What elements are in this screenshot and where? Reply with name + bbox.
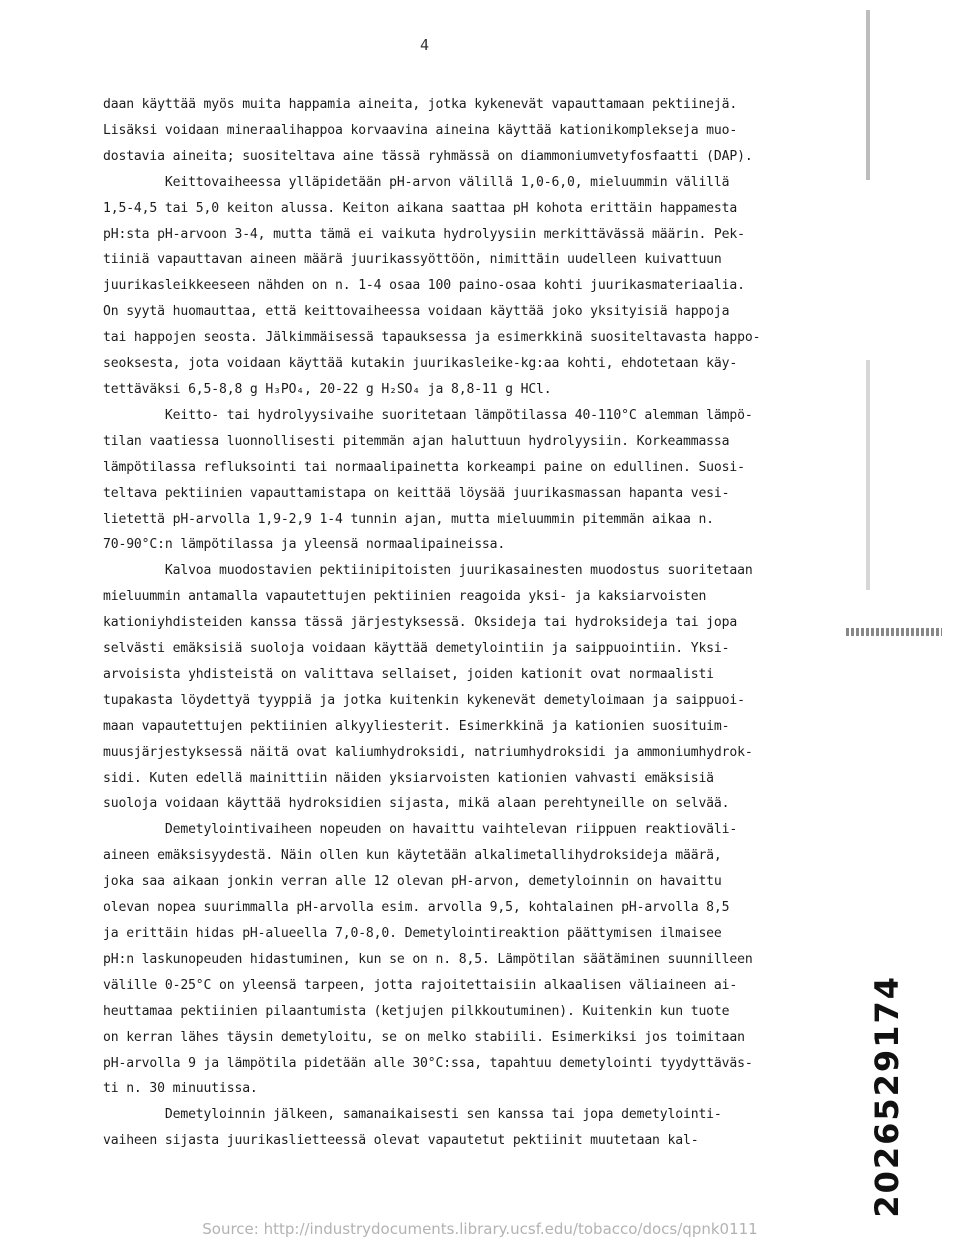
text-line: daan käyttää myös muita happamia aineita, jotka kykenevät vapauttamaan pektiinejä. xyxy=(103,97,738,112)
text-line: ti n. 30 minuutissa. xyxy=(103,1081,258,1097)
text-line: lämpötilassa refluksointi tai normaalipainetta korkeampi paine on edullinen. Suosi- xyxy=(103,459,745,475)
text-line: sidi. Kuten edellä mainittiin näiden yksiarvoisten kationien vahvasti emäksisiä xyxy=(103,770,714,786)
text-line: lietettä pH-arvolla 1,9-2,9 1-4 tunnin ajan, mutta mieluummin pitemmän aikaa n. xyxy=(103,511,714,527)
text-line: pH:sta pH-arvoon 3-4, mutta tämä ei vaikuta hydrolyysiin merkittävässä määrin. Pek- xyxy=(103,226,745,242)
text-line: maan vapautettujen pektiinien alkyyliesterit. Esimerkkinä ja kationien suosituim- xyxy=(103,718,730,734)
text-line: kationiyhdisteiden kanssa tässä järjestyksessä. Oksideja tai hydroksideja tai jopa xyxy=(103,615,738,631)
text-line: tiiniä vapauttavan aineen määrä juurikassyöttöön, nimittäin uudelleen kuivattuun xyxy=(103,252,722,268)
document-id-stamp: 2026529174 xyxy=(868,975,906,1218)
source-footer: Source: http://industrydocuments.library.ucsf.edu/tobacco/docs/qpnk0111 xyxy=(202,1220,758,1238)
text-line: Kalvoa muodostavien pektiinipitoisten juurikasainesten muodostus suoritetaan xyxy=(103,563,753,579)
body-text xyxy=(103,92,845,1154)
text-line: pH:n laskunopeuden hidastuminen, kun se on n. 8,5. Lämpötilan säätäminen suunnilleen xyxy=(103,951,753,967)
text-line: selvästi emäksisiä suoloja voidaan käyttää demetylointiin ja saippuointiin. Yksi- xyxy=(103,641,730,657)
text-line: ja erittäin hidas pH-alueella 7,0-8,0. Demetylointireaktion päättymisen ilmaisee xyxy=(103,926,722,941)
text-line: arvoisista yhdisteistä on valittava sellaiset, joiden kationit ovat normaalisti xyxy=(103,666,714,682)
text-line: mieluummin antamalla vapautettujen pektiinien reagoida yksi- ja kaksiarvoisten xyxy=(103,589,707,605)
text-line: aineen emäksisyydestä. Näin ollen kun käytetään alkalimetallihydroksideja määrä, xyxy=(103,848,722,864)
text-line: pH-arvolla 9 ja lämpötila pidetään alle 30°C:ssa, tapahtuu demetylointi tyydyttäväs- xyxy=(103,1055,753,1071)
text-line: tai happojen seosta. Jälkimmäisessä tapauksessa ja esimerkkinä suositeltavasta happo- xyxy=(103,330,761,346)
text-line: on kerran lähes täysin demetyloitu, se on melko stabiili. Esimerkiksi jos toimitaan xyxy=(103,1029,745,1045)
text-line: tupakasta löydettyä tyyppiä ja jotka kuitenkin kykenevät demetyloimaan ja saippuoi- xyxy=(103,692,745,708)
text-line: Keitto- tai hydrolyysivaihe suoritetaan lämpötilassa 40-110°C alemman lämpö- xyxy=(103,407,753,423)
text-line: On syytä huomauttaa, että keittovaiheessa voidaan käyttää joko yksityisiä happoja xyxy=(103,304,730,320)
scan-edge-mark xyxy=(866,10,870,180)
text-line: Keittovaiheessa ylläpidetään pH-arvon välillä 1,0-6,0, mieluummin välillä xyxy=(103,174,730,190)
text-line: seoksesta, jota voidaan käyttää kutakin juurikasleike-kg:aa kohti, ehdotetaan käy- xyxy=(103,356,738,372)
scan-edge-mark xyxy=(866,360,870,590)
page-number: 4 xyxy=(420,36,430,54)
text-line: dostavia aineita; suositeltava aine tässä ryhmässä on diammoniumvetyfosfaatti (DAP). xyxy=(103,148,753,164)
text-line: muusjärjestyksessä näitä ovat kaliumhydroksidi, natriumhydroksidi ja ammoniumhydrok- xyxy=(103,744,753,760)
text-line: välille 0-25°C on yleensä tarpeen, jotta rajoitettaisiin alkaalisen väliaineen ai- xyxy=(103,977,738,993)
text-line: Demetylointivaiheen nopeuden on havaittu vaihtelevan riippuen reaktioväli- xyxy=(103,822,738,838)
text-line: Demetyloinnin jälkeen, samanaikaisesti sen kanssa tai jopa demetylointi- xyxy=(103,1107,722,1123)
text-line: 70-90°C:n lämpötilassa ja yleensä normaalipaineissa. xyxy=(103,537,506,553)
text-line: suoloja voidaan käyttää hydroksidien sijasta, mikä alaan perehtyneille on selvää. xyxy=(103,796,730,812)
text-line: heuttamaa pektiinien pilaantumista (ketjujen pilkkoutuminen). Kuitenkin kun tuote xyxy=(103,1003,730,1019)
text-line: olevan nopea suurimmalla pH-arvolla esim. arvolla 9,5, kohtalainen pH-arvolla 8,5 xyxy=(103,900,730,916)
text-line: tilan vaatiessa luonnollisesti pitemmän ajan haluttuun hydrolyysiin. Korkeammassa xyxy=(103,433,730,449)
text-line: teltava pektiinien vapauttamistapa on keittää löysää juurikasmassan hapanta vesi- xyxy=(103,485,730,501)
text-line: joka saa aikaan jonkin verran alle 12 olevan pH-arvon, demetyloinnin on havaittu xyxy=(103,874,722,890)
text-line: 1,5-4,5 tai 5,0 keiton alussa. Keiton aikana saattaa pH kohota erittäin happamesta xyxy=(103,200,738,216)
text-line: tettäväksi 6,5-8,8 g H₃PO₄, 20-22 g H₂SO₄ ja 8,8-11 g HCl. xyxy=(103,381,552,397)
text-line: vaiheen sijasta juurikaslietteessä olevat vapautetut pektiinit muutetaan kal- xyxy=(103,1133,699,1149)
text-line: Lisäksi voidaan mineraalihappoa korvaavina aineina käyttää kationikomplekseja muo- xyxy=(103,122,738,138)
text-line: juurikasleikkeeseen nähden on n. 1-4 osaa 100 paino-osaa kohti juurikasmateriaalia. xyxy=(103,278,745,294)
scan-smudge xyxy=(846,628,942,636)
